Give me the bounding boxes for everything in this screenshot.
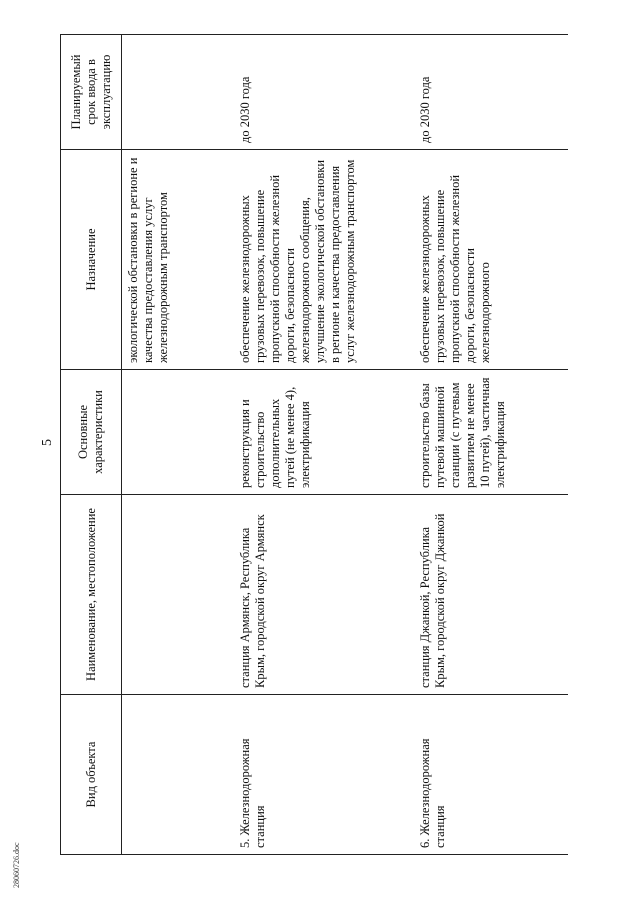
cell-planned-term: до 2030 года (414, 35, 568, 150)
header-purpose: Назначение (61, 150, 122, 370)
table-header-row (61, 35, 122, 855)
cell-characteristics (122, 370, 235, 495)
table-row (414, 35, 568, 855)
cell-purpose: экологической обстановки в регионе и качества предоставления услуг железнодорожным транспортом (122, 150, 235, 370)
document-code: 28060726.doc (12, 842, 21, 888)
cell-name-location (122, 495, 235, 695)
header-name-location: Наименование, местоположение (61, 495, 122, 695)
header-characteristics: Основные характеристики (61, 370, 122, 495)
cell-purpose: обеспечение железнодорожных грузовых перевозок, повышение пропускной способности железной дороги, безопасности железнодорожного сообщения, улучшение экологической обстановки в регионе и качества предоставления услуг железнодорожным транспортом (234, 150, 414, 370)
cell-object-type: 5. Железнодорожная станция (234, 695, 414, 855)
table-row (234, 35, 414, 855)
cell-object-type (122, 695, 235, 855)
cell-name-location: станция Джанкой, Республика Крым, городской округ Джанкой (414, 495, 568, 695)
cell-characteristics: реконструкция и строительство дополнительных путей (не менее 4), электрификация (234, 370, 414, 495)
cell-planned-term: до 2030 года (234, 35, 414, 150)
cell-name-location: станция Армянск, Республика Крым, городской округ Армянск (234, 495, 414, 695)
objects-table (60, 34, 568, 855)
cell-purpose: обеспечение железнодорожных грузовых перевозок, повышение пропускной способности железной дороги, безопасности железнодорожного (414, 150, 568, 370)
header-object-type: Вид объекта (61, 695, 122, 855)
header-planned-term: Планируемый срок ввода в эксплуатацию (61, 35, 122, 150)
cell-characteristics: строительство базы путевой машинной станции (с путевым развитием не менее 10 путей), частичная электрификация (414, 370, 568, 495)
table-row (122, 35, 235, 855)
objects-table-container (60, 35, 560, 855)
page-number: 5 (40, 439, 55, 446)
cell-object-type: 6. Железнодорожная станция (414, 695, 568, 855)
cell-planned-term (122, 35, 235, 150)
